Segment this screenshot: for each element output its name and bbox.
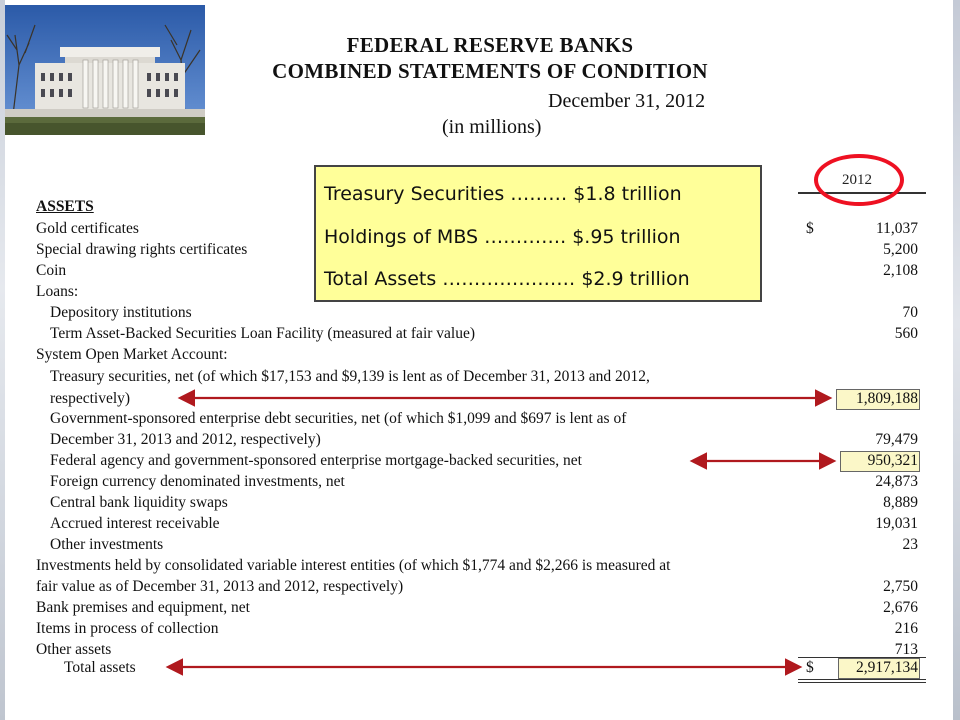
row-value: 216 <box>894 620 918 637</box>
red-circle-annotation <box>814 154 904 206</box>
row-label: System Open Market Account: <box>36 346 228 363</box>
row-label: Other investments <box>50 536 164 553</box>
row-value: 24,873 <box>875 473 918 490</box>
row-label: Federal agency and government-sponsored enterprise mortgage-backed securities, net <box>50 452 582 469</box>
row-value: 8,889 <box>883 494 918 511</box>
callout-line-total: Total Assets ………………… $2.9 trillion <box>324 268 690 290</box>
row-label: Depository institutions <box>50 304 192 321</box>
row-label: Gold certificates <box>36 220 139 237</box>
row-label: Accrued interest receivable <box>50 515 220 532</box>
header-title: FEDERAL RESERVE BANKS <box>346 33 634 57</box>
row-value: 560 <box>894 325 918 342</box>
row-value: 11,037 <box>875 220 918 237</box>
row-label: Loans: <box>36 283 79 300</box>
row-value: 79,479 <box>875 431 918 448</box>
row-dollar-sign: $ <box>806 659 814 676</box>
row-value: 23 <box>902 536 918 553</box>
row-label: Bank premises and equipment, net <box>36 599 250 616</box>
row-value: 713 <box>894 641 918 658</box>
row-label: Investments held by consolidated variable interest entities (of which $1,774 and $2,266 is measured at <box>36 557 671 574</box>
row-label: Other assets <box>36 641 112 658</box>
row-total-value: 2,917,134 <box>856 659 918 676</box>
row-label: Government-sponsored enterprise debt securities, net (of which $1,099 and $697 is lent as of <box>50 410 627 427</box>
row-value: 1,809,188 <box>856 390 918 407</box>
row-label: Foreign currency denominated investments, net <box>50 473 345 490</box>
row-label: Treasury securities, net (of which $17,153 and $9,139 is lent as of December 31, 2013 and 2012, <box>50 368 650 385</box>
header-units: (in millions) <box>442 116 542 138</box>
row-value: 19,031 <box>875 515 918 532</box>
row-label: Term Asset-Backed Securities Loan Facility (measured at fair value) <box>50 325 476 342</box>
row-value: 2,676 <box>883 599 918 616</box>
summary-callout <box>314 165 762 302</box>
row-assets-heading: ASSETS <box>36 198 94 215</box>
row-label: Items in process of collection <box>36 620 219 637</box>
row-value: 70 <box>902 304 918 321</box>
header-date: December 31, 2012 <box>548 90 706 112</box>
header-subtitle: COMBINED STATEMENTS OF CONDITION <box>272 59 708 83</box>
row-label: Special drawing rights certificates <box>36 241 248 258</box>
column-year-label: 2012 <box>842 172 872 188</box>
row-value: 950,321 <box>867 452 918 469</box>
row-value: 2,108 <box>883 262 918 279</box>
row-total-label: Total assets <box>64 659 136 676</box>
row-label: fair value as of December 31, 2013 and 2012, respectively) <box>36 578 404 595</box>
row-label: December 31, 2013 and 2012, respectively) <box>50 431 321 448</box>
row-label: Central bank liquidity swaps <box>50 494 228 511</box>
callout-line-treasury: Treasury Securities ……… $1.8 trillion <box>324 183 682 205</box>
row-label: respectively) <box>50 390 131 407</box>
row-value: 2,750 <box>883 578 918 595</box>
callout-line-mbs: Holdings of MBS …………. $.95 trillion <box>324 226 681 248</box>
row-label: Coin <box>36 262 67 279</box>
row-value: 5,200 <box>883 241 918 258</box>
row-dollar-sign: $ <box>806 220 814 237</box>
